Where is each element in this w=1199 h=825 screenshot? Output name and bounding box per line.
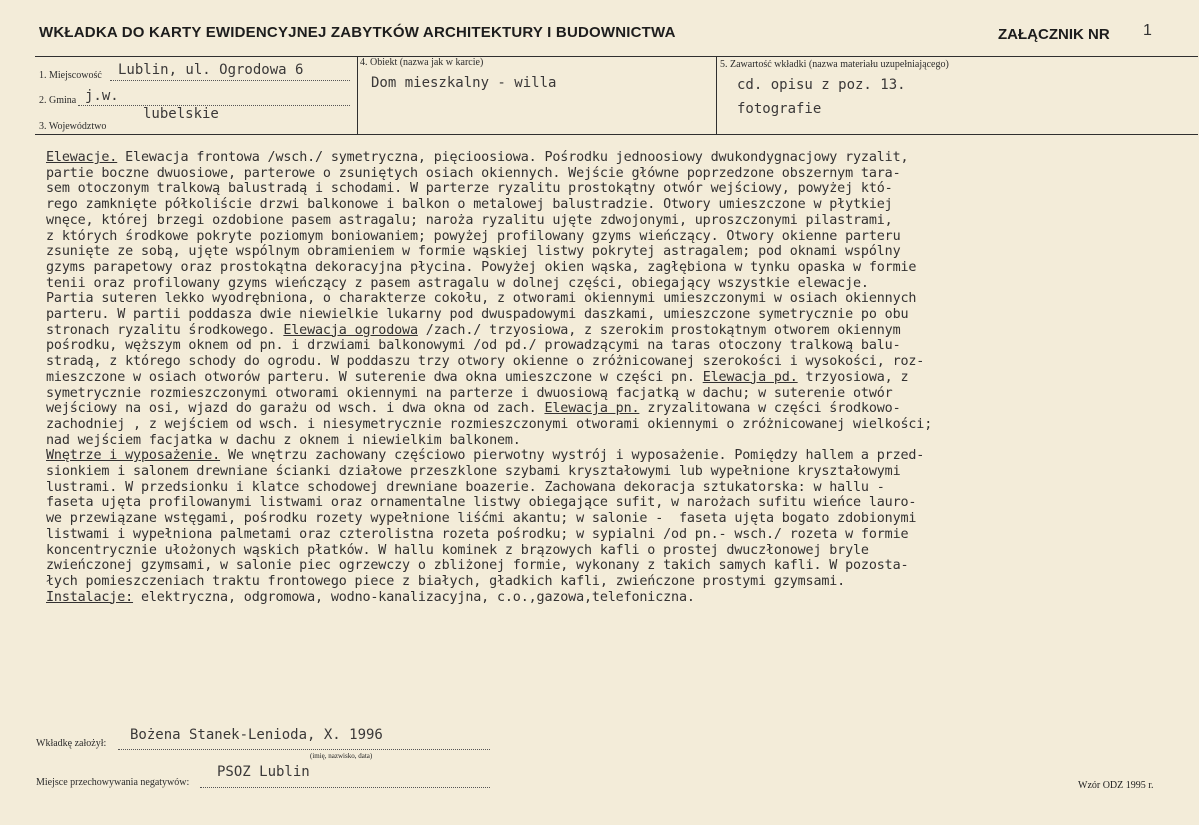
- storage-label: Miejsce przechowywania negatywów:: [36, 777, 190, 788]
- body-line: łych pomieszczeniach traktu frontowego piece z białych, gładkich kafli, zwieńczone prostymi gzymsami.: [46, 573, 846, 589]
- content-label: 5. Zawartość wkładki (nazwa materiału uzupełniającego): [720, 59, 949, 70]
- body-line: stradą, z którego schody do ogrodu. W poddaszu trzy otwory okienne o zróżnicowanej szerokości i wysokości, roz-: [46, 354, 925, 370]
- body-line: faseta ujęta profilowanymi listwami oraz ornamentalne listwy obiegające sufit, w narożach sufitu wieńce lauro-: [46, 495, 917, 511]
- body-line: we przewiązane wstęgami, pośrodku rozety wypełnione liśćmi akantu; w salonie - faseta ujęta bogato zdobionymi: [46, 511, 917, 527]
- body-line: koncentrycznie ułożonych wąskich płatków. W hallu kominek z brązowych kafli o prostej dwuczłonowej bryle: [46, 542, 869, 558]
- content-value-2: fotografie: [737, 101, 822, 117]
- annex-number: 1: [1143, 22, 1152, 39]
- body-line: sionkiem i salonem drewniane ścianki działowe przeszklone szybami kryształowymi lub wypełnione kryształowymi: [46, 464, 901, 480]
- body-line: zachodniej , z wejściem od wsch. i niesymetrycznie rozmieszczonymi otworami okiennymi o zróżnicowanej wielkości;: [46, 416, 933, 432]
- author-value: Bożena Stanek-Lenioda, X. 1996: [130, 727, 383, 743]
- body-line: Wnętrze i wyposażenie. We wnętrzu zachowany częściowo pierwotny wystrój i wyposażenie. Pomiędzy hallem a przed-: [46, 448, 925, 464]
- annex-label: ZAŁĄCZNIK NR: [998, 26, 1110, 43]
- section-heading: Elewacja pn.: [544, 401, 640, 417]
- content-value-1: cd. opisu z poz. 13.: [737, 77, 906, 93]
- body-line: lustrami. W przedsionku i klatce schodowej drewniane boazerie. Zachowana dekoracja sztukatorska: w hallu -: [46, 479, 885, 495]
- object-label: 4. Obiekt (nazwa jak w karcie): [360, 57, 484, 68]
- voivodeship-label: 3. Województwo: [39, 121, 107, 132]
- locality-dotline: [110, 80, 350, 81]
- header-divider-2: [716, 56, 717, 134]
- section-heading: Elewacje.: [46, 150, 118, 165]
- body-line: zwieńczonej gzymsami, w salonie piec ogrzewczy o zbliżonej formie, wykonany z takich samych kafli. W pozosta-: [46, 558, 909, 574]
- body-line: Partia suteren lekko wyodrębniona, o charakterze cokołu, z otworami okiennymi umieszczonymi w osiach okiennych: [46, 291, 917, 307]
- document-title: WKŁADKA DO KARTY EWIDENCYJNEJ ZABYTKÓW ARCHITEKTURY I BUDOWNICTWA: [39, 24, 676, 41]
- section-heading: Instalacje:: [46, 589, 134, 605]
- body-line: zsunięte ze sobą, ujęte wspólnym obramieniem w formie wąskiej listwy pokrytej astragalem; pod oknami wspólny: [46, 244, 901, 260]
- body-line: mieszczone w osiach otworów parteru. W suterenie dwa okna umieszczone w części pn. Elewacja pd. trzyosiowa, z: [46, 369, 909, 385]
- body-line: listwami i wypełniona palmetami oraz czterolistna rozeta pośrodku; w sypialni /od pn.- wsch./ rozeta w formie: [46, 526, 909, 542]
- locality-value: Lublin, ul. Ogrodowa 6: [118, 62, 304, 78]
- body-line: pośrodku, węższym oknem od pn. i drzwiami balkonowymi /od pd./ prowadzącymi na taras otoczony tralkową balu-: [46, 338, 901, 354]
- body-line: gzyms parapetowy oraz prostokątna dekoracyjna płycina. Powyżej okien wąska, zagłębiona w tynku opaska w formie: [46, 259, 917, 275]
- body-line: partie boczne dwuosiowe, parterowe o zsuniętych osiach okiennych. Wejście główne poprzedzone obszernym tara-: [46, 165, 901, 181]
- section-heading: Elewacja ogrodowa: [283, 322, 418, 338]
- body-line: z których środkowe pokryte poziomym boniowaniem; powyżej profilowany gzyms wieńczący. Otwory okienne parteru: [46, 228, 901, 244]
- form-code: Wzór ODZ 1995 r.: [1078, 780, 1154, 791]
- author-caption: (imię, nazwisko, data): [310, 752, 373, 760]
- header-divider-1: [357, 56, 358, 134]
- header-bottom-rule: [35, 134, 1198, 135]
- body-line: parteru. W partii poddasza dwie niewielkie lukarny pod dwuspadowymi daszkami, umieszczone symetrycznie po obu: [46, 307, 909, 323]
- storage-dotline: [200, 787, 490, 788]
- body-line: symetrycznie rozmieszczonymi otworami okiennymi na parterze i dwuosiową facjatką w dachu; w suterenie otwór: [46, 385, 893, 401]
- body-line: tenii oraz profilowany gzyms wieńczący z pasem astragalu w dolnej części, obiegający wszystkie elewacje.: [46, 275, 869, 291]
- body-line: wejściowy na osi, wjazd do garażu od wsch. i dwa okna od zach. Elewacja pn. zryzalitowana w części środkowo-: [46, 401, 901, 417]
- body-line: rego zamknięte półkoliście drzwi balkonowe i balkon o metalowej balustradzie. Otwory umieszczone w płytkiej: [46, 197, 893, 213]
- section-heading: Wnętrze i wyposażenie.: [46, 448, 221, 464]
- body-line: stronach ryzalitu środkowego. Elewacja ogrodowa /zach./ trzyosiowa, z szerokim prostokątnym otworem okiennym: [46, 322, 901, 338]
- author-dotline: [118, 749, 490, 750]
- body-line: wnęce, której brzegi ozdobione pasem astragalu; naroża ryzalitu ujęte zdwojonymi, uproszczonymi pilastrami,: [46, 212, 893, 228]
- author-label: Wkładkę założył:: [36, 738, 107, 749]
- storage-value: PSOZ Lublin: [217, 764, 310, 780]
- commune-label: 2. Gmina: [39, 95, 77, 106]
- body-line: nad wejściem facjatka w dachu z oknem i niewielkim balkonem.: [46, 432, 521, 448]
- section-heading: Elewacja pd.: [702, 369, 798, 385]
- description-body: [46, 150, 1196, 605]
- voivodeship-value: lubelskie: [143, 106, 219, 122]
- header-top-rule: [35, 56, 1198, 57]
- body-line: Instalacje: elektryczna, odgromowa, wodno-kanalizacyjna, c.o.,gazowa,telefoniczna.: [46, 589, 695, 605]
- body-line: Elewacje. Elewacja frontowa /wsch./ symetryczna, pięcioosiowa. Pośrodku jednoosiowy dwukondygnacjowy ryzalit,: [46, 150, 909, 165]
- object-value: Dom mieszkalny - willa: [371, 75, 557, 91]
- locality-label: 1. Miejscowość: [39, 70, 102, 81]
- body-line: sem otoczonym tralkową balustradą i schodami. W parterze ryzalitu prostokątny otwór wejściowy, powyżej któ-: [46, 181, 893, 197]
- commune-value: j.w.: [85, 88, 119, 104]
